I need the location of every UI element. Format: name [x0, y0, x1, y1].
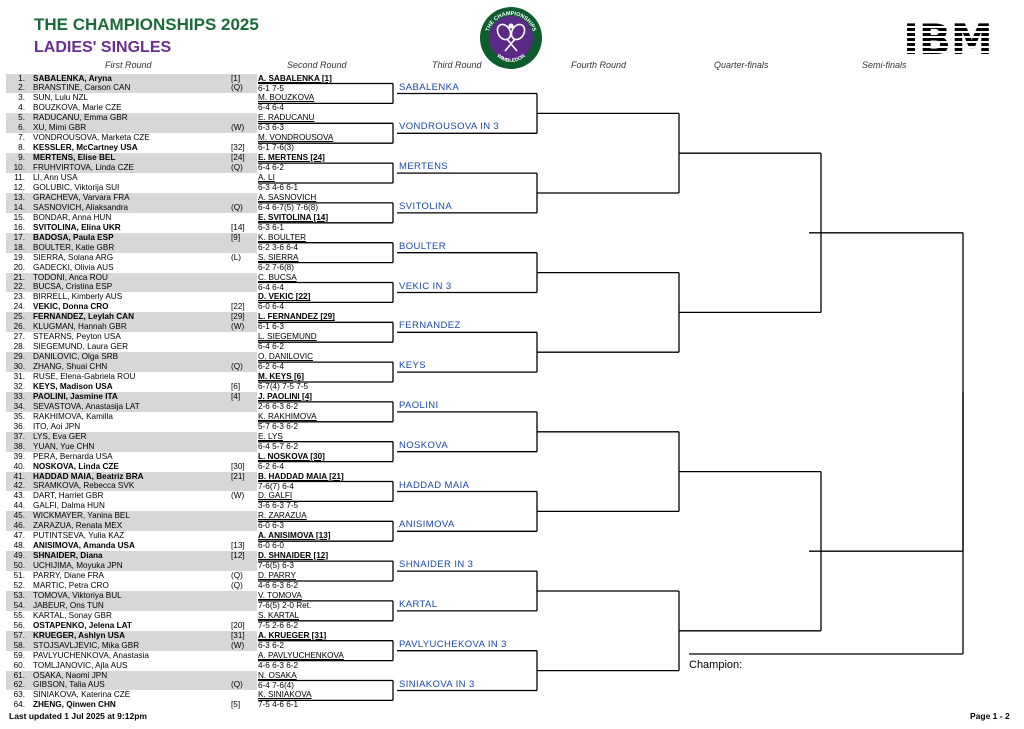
player-name: HADDAD MAIA, Beatriz BRA — [33, 471, 144, 481]
player-number: 18. — [13, 242, 25, 252]
player-number: 64. — [13, 700, 25, 710]
player-number: 15. — [13, 212, 25, 222]
match-winner: S. KARTAL — [258, 610, 300, 620]
match-winner: C. BUCSA — [258, 272, 297, 282]
player-name: NOSKOVA, Linda CZE — [33, 461, 119, 471]
player-name: STEARNS, Peyton USA — [33, 332, 121, 342]
player-number: 61. — [13, 670, 25, 680]
player-number: 5. — [18, 113, 25, 123]
match-winner: K. BOULTER — [258, 232, 307, 242]
player-name: PUTINTSEVA, Yulia KAZ — [33, 531, 125, 541]
player-number: 4. — [18, 103, 25, 113]
player-number: 31. — [13, 372, 25, 381]
player-number: 20. — [13, 262, 25, 272]
match-score: 6-0 6-4 — [258, 302, 284, 312]
player-name: BADOSA, Paula ESP — [33, 232, 114, 242]
player-number: 62. — [13, 680, 25, 690]
match-winner: E. MERTENS [24] — [258, 153, 325, 163]
match-winner: L. NOSKOVA [30] — [258, 451, 325, 461]
player-name: UCHIJIMA, Moyuka JPN — [33, 561, 123, 571]
match-winner: B. HADDAD MAIA [21] — [258, 471, 344, 481]
player-number: 6. — [18, 123, 25, 133]
match-winner: M. BOUZKOVA — [258, 93, 315, 103]
third-round-player: PAOLINI — [399, 399, 439, 411]
player-number: 42. — [13, 481, 25, 491]
match-score: 6-3 6-3 — [258, 123, 284, 133]
player-name: BUCSA, Cristina ESP — [33, 282, 113, 292]
match-winner: A. KRUEGER [31] — [258, 630, 327, 640]
player-name: VEKIC, Donna CRO — [33, 302, 109, 312]
player-name: KARTAL, Sonay GBR — [33, 610, 112, 620]
player-number: 12. — [13, 182, 25, 192]
player-number: 10. — [13, 163, 25, 173]
third-round-player: SHNAIDER IN 3 — [399, 559, 474, 571]
match-score: 6-2 6-4 — [258, 461, 284, 471]
player-name: RADUCANU, Emma GBR — [33, 113, 128, 123]
seed-label: (L) — [231, 252, 242, 262]
player-number: 44. — [13, 501, 25, 511]
seed-label: [1] — [231, 73, 241, 83]
player-number: 60. — [13, 660, 25, 670]
player-name: GADECKI, Olivia AUS — [33, 262, 114, 272]
match-score: 6-1 7-5 — [258, 83, 284, 93]
match-winner: A. LI — [258, 173, 275, 182]
match-score: 7-5 4-6 6-1 — [258, 700, 299, 710]
seed-label: (Q) — [231, 163, 243, 173]
player-number: 17. — [13, 232, 25, 242]
match-score: 4-6 6-3 6-2 — [258, 581, 299, 590]
player-number: 9. — [18, 153, 25, 163]
player-name: BOULTER, Katie GBR — [33, 242, 115, 252]
match-winner: J. PAOLINI [4] — [258, 391, 312, 401]
seed-label: (W) — [231, 322, 245, 332]
match-winner: E. RADUCANU — [258, 113, 315, 123]
seed-label: [9] — [231, 232, 241, 242]
round-header: First Round — [105, 60, 152, 70]
seed-label: [31] — [231, 630, 245, 640]
match-score: 3-6 6-3 7-5 — [258, 501, 299, 511]
round-header: Quarter-finals — [714, 60, 769, 70]
seed-label: [22] — [231, 302, 245, 312]
round-header: Fourth Round — [571, 60, 627, 70]
match-score: 6-2 7-6(8) — [258, 262, 294, 272]
seed-label: (Q) — [231, 680, 243, 690]
match-score: 6-7(4) 7-5 7-5 — [258, 382, 309, 391]
match-score: 6-2 6-4 — [258, 362, 284, 372]
player-number: 50. — [13, 561, 25, 571]
player-name: XU, Mimi GBR — [33, 123, 87, 133]
player-name: YUAN, Yue CHN — [33, 441, 95, 451]
seed-label: [21] — [231, 471, 245, 481]
match-score: 6-4 7-6(4) — [258, 680, 294, 690]
player-name: BRANSTINE, Carson CAN — [33, 83, 131, 93]
svg-text:THE CHAMPIONSHIPS: THE CHAMPIONSHIPS — [485, 10, 537, 33]
match-winner: A. SABALENKA [1] — [258, 73, 332, 83]
seed-label: (Q) — [231, 83, 243, 93]
player-number: 11. — [14, 173, 25, 182]
match-winner: M. KEYS [6] — [258, 372, 304, 381]
player-name: SIEGEMUND, Laura GER — [33, 342, 129, 352]
player-number: 35. — [13, 411, 25, 421]
player-name: DART, Harriet GBR — [33, 491, 104, 501]
third-round-player: SVITOLINA — [399, 200, 453, 212]
player-number: 57. — [13, 630, 25, 640]
match-winner: D. VEKIC [22] — [258, 292, 311, 302]
seed-label: [14] — [231, 222, 245, 232]
third-round-player: ANISIMOVA — [399, 519, 455, 531]
player-name: ZHENG, Qinwen CHN — [33, 700, 116, 710]
seed-label: [32] — [231, 143, 245, 153]
third-round-player: KEYS — [399, 360, 426, 372]
match-winner: D. PARRY — [258, 571, 296, 580]
player-number: 38. — [13, 441, 25, 451]
player-name: TOMOVA, Viktoriya BUL — [33, 590, 122, 600]
player-name: OSTAPENKO, Jelena LAT — [33, 620, 132, 630]
player-name: SUN, Lulu NZL — [33, 93, 89, 103]
player-number: 28. — [13, 342, 25, 352]
player-name: KESSLER, McCartney USA — [33, 143, 138, 153]
player-number: 43. — [13, 491, 25, 501]
player-number: 26. — [13, 322, 25, 332]
seed-label: [29] — [231, 312, 245, 322]
match-score: 6-3 6-2 — [258, 640, 284, 650]
seed-label: [13] — [231, 541, 245, 551]
seed-label: (W) — [231, 491, 245, 501]
match-winner: S. SIERRA — [258, 252, 299, 262]
match-score: 4-6 6-3 6-2 — [258, 660, 299, 670]
player-number: 59. — [13, 650, 25, 660]
player-name: RAKHIMOVA, Kamilla — [33, 411, 113, 421]
match-score: 6-0 6-3 — [258, 521, 284, 531]
match-winner: K. SINIAKOVA — [258, 690, 312, 700]
player-name: FERNANDEZ, Leylah CAN — [33, 312, 134, 322]
player-name: BOUZKOVA, Marie CZE — [33, 103, 122, 113]
player-name: MARTIC, Petra CRO — [33, 580, 109, 590]
player-number: 22. — [13, 282, 25, 292]
player-name: KEYS, Madison USA — [33, 381, 113, 391]
third-round-player: SINIAKOVA IN 3 — [399, 678, 475, 690]
player-name: LI, Ann USA — [33, 173, 78, 182]
player-name: PAOLINI, Jasmine ITA — [33, 391, 118, 401]
match-score: 6-2 3-6 6-4 — [258, 242, 299, 252]
player-number: 34. — [13, 401, 25, 411]
match-winner: M. VONDROUSOVA — [258, 133, 334, 143]
seed-label: [30] — [231, 461, 245, 471]
match-winner: L. FERNANDEZ [29] — [258, 312, 335, 322]
player-number: 21. — [13, 272, 25, 282]
seed-label: (Q) — [231, 580, 243, 590]
player-number: 23. — [13, 292, 25, 302]
match-score: 6-1 6-3 — [258, 322, 284, 332]
match-winner: E. LYS — [258, 431, 283, 441]
seed-label: [5] — [231, 700, 241, 710]
seed-label: [12] — [231, 551, 245, 561]
player-name: SVITOLINA, Elina UKR — [33, 222, 121, 232]
player-name: PARRY, Diane FRA — [33, 571, 104, 580]
player-number: 8. — [18, 143, 25, 153]
match-score: 6-1 7-6(3) — [258, 143, 294, 153]
round-header: Semi-finals — [862, 60, 907, 70]
seed-label: [4] — [231, 391, 241, 401]
player-name: BONDAR, Anna HUN — [33, 212, 112, 222]
player-name: JABEUR, Ons TUN — [33, 600, 104, 610]
player-number: 51. — [13, 571, 25, 580]
third-round-player: KARTAL — [399, 598, 438, 610]
player-name: LYS, Eva GER — [33, 431, 87, 441]
player-number: 2. — [18, 83, 25, 93]
player-number: 36. — [13, 421, 25, 431]
match-score: 6-4 6-7(5) 7-6(8) — [258, 202, 319, 212]
match-score: 6-4 6-4 — [258, 103, 284, 113]
player-name: SINIAKOVA, Katerina CZE — [33, 690, 131, 700]
seed-label: [20] — [231, 620, 245, 630]
player-name: VONDROUSOVA, Marketa CZE — [33, 133, 150, 143]
seed-label: [6] — [231, 381, 241, 391]
player-name: STOJSAVLJEVIC, Mika GBR — [33, 640, 140, 650]
match-winner: A. PAVLYUCHENKOVA — [258, 650, 344, 660]
player-number: 55. — [13, 610, 25, 620]
player-name: SIERRA, Solana ARG — [33, 252, 114, 262]
player-number: 40. — [13, 461, 25, 471]
third-round-player: SABALENKA — [399, 81, 460, 93]
seed-label: (W) — [231, 640, 245, 650]
seed-label: [24] — [231, 153, 245, 163]
player-number: 49. — [13, 551, 25, 561]
last-updated: Last updated 1 Jul 2025 at 9:12pm — [9, 711, 147, 721]
player-number: 39. — [13, 451, 25, 461]
match-winner: D. SHNAIDER [12] — [258, 551, 329, 561]
player-name: ZHANG, Shuai CHN — [33, 362, 108, 372]
player-number: 56. — [13, 620, 25, 630]
player-name: SEVASTOVA, Anastasija LAT — [33, 401, 140, 411]
player-number: 53. — [13, 590, 25, 600]
player-number: 37. — [13, 431, 25, 441]
seed-label: (W) — [231, 123, 245, 133]
player-number: 3. — [18, 93, 25, 103]
player-number: 30. — [13, 362, 25, 372]
player-number: 29. — [13, 352, 25, 362]
player-number: 27. — [13, 332, 25, 342]
player-name: BIRRELL, Kimberly AUS — [33, 292, 123, 302]
player-name: ZARAZUA, Renata MEX — [33, 521, 123, 531]
page-number: Page 1 - 2 — [970, 711, 1010, 721]
third-round-player: MERTENS — [399, 161, 449, 173]
player-number: 16. — [13, 222, 25, 232]
third-round-player: PAVLYUCHEKOVA IN 3 — [399, 638, 507, 650]
player-number: 7. — [18, 133, 25, 143]
match-winner: K. RAKHIMOVA — [258, 411, 317, 421]
player-number: 54. — [13, 600, 25, 610]
third-round-player: VONDROUSOVA IN 3 — [399, 121, 500, 133]
player-name: PAVLYUCHENKOVA, Anastasia — [33, 650, 149, 660]
match-winner: R. ZARAZUA — [258, 511, 307, 521]
player-name: GALFI, Dalma HUN — [33, 501, 105, 511]
player-number: 14. — [13, 202, 25, 212]
third-round-player: FERNANDEZ — [399, 320, 461, 332]
match-winner: A. SASNOVICH — [258, 192, 317, 202]
match-score: 5-7 6-3 6-2 — [258, 421, 299, 431]
player-number: 63. — [13, 690, 25, 700]
champion-label: Champion: — [689, 659, 743, 671]
player-name: PERA, Bernarda USA — [33, 451, 113, 461]
player-number: 33. — [13, 391, 25, 401]
player-name: SABALENKA, Aryna — [33, 73, 112, 83]
player-number: 46. — [13, 521, 25, 531]
third-round-player: HADDAD MAIA — [399, 479, 470, 491]
match-score: 2-6 6-3 6-2 — [258, 401, 299, 411]
player-name: DANILOVIC, Olga SRB — [33, 352, 119, 362]
player-number: 58. — [13, 640, 25, 650]
player-number: 1. — [18, 73, 25, 83]
player-number: 24. — [13, 302, 25, 312]
player-number: 41. — [13, 471, 25, 481]
player-name: FRUHVIRTOVA, Linda CZE — [33, 163, 135, 173]
player-name: GIBSON, Talia AUS — [33, 680, 105, 690]
player-number: 19. — [13, 252, 25, 262]
seed-label: (Q) — [231, 571, 243, 580]
seed-label: (Q) — [231, 362, 243, 372]
player-name: TODONI, Anca ROU — [33, 272, 108, 282]
match-score: 6-3 4-6 6-1 — [258, 183, 299, 192]
player-number: 48. — [13, 541, 25, 551]
event-subtitle: LADIES' SINGLES — [34, 39, 172, 56]
match-winner: O. DANILOVIC — [258, 352, 314, 362]
match-winner: A. ANISIMOVA [13] — [258, 531, 331, 541]
player-name: WICKMAYER, Yanina BEL — [33, 511, 130, 521]
player-number: 52. — [13, 580, 25, 590]
match-score: 7-5 2-6 6-2 — [258, 620, 299, 630]
player-name: KLUGMAN, Hannah GBR — [33, 322, 127, 332]
seed-label: (Q) — [231, 202, 243, 212]
match-score: 6-4 6-4 — [258, 282, 284, 292]
player-number: 13. — [13, 192, 25, 202]
player-name: RUSE, Elena-Gabriela ROU — [33, 372, 136, 381]
match-winner: D. GALFI — [258, 491, 293, 501]
match-winner: L. SIEGEMUND — [258, 332, 317, 342]
match-score: 6-4 6-2 — [258, 163, 284, 173]
match-winner: V. TOMOVA — [258, 590, 302, 600]
match-score: 6-3 6-1 — [258, 222, 284, 232]
player-name: TOMLJANOVIC, Ajla AUS — [33, 660, 128, 670]
match-score: 6-0 6-0 — [258, 541, 284, 551]
player-name: OSAKA, Naomi JPN — [33, 670, 108, 680]
match-winner: N. OSAKA — [258, 670, 297, 680]
player-number: 47. — [13, 531, 25, 541]
round-header: Third Round — [432, 60, 482, 70]
match-winner: E. SVITOLINA [14] — [258, 212, 329, 222]
third-round-player: NOSKOVA — [399, 439, 449, 451]
player-name: ITO, Aoi JPN — [33, 421, 81, 431]
match-score: 6-4 6-2 — [258, 342, 284, 352]
player-name: SHNAIDER, Diana — [33, 551, 103, 561]
player-name: MERTENS, Elise BEL — [33, 153, 116, 163]
player-name: KRUEGER, Ashlyn USA — [33, 630, 126, 640]
player-name: SASNOVICH, Aliaksandra — [33, 202, 129, 212]
match-score: 7-6(7) 6-4 — [258, 481, 294, 491]
player-name: SRAMKOVA, Rebecca SVK — [33, 481, 135, 491]
round-header: Second Round — [287, 60, 347, 70]
third-round-player: VEKIC IN 3 — [399, 280, 452, 292]
player-number: 25. — [13, 312, 25, 322]
match-score: 7-6(5) 2-0 Ret. — [258, 600, 312, 610]
player-name: GRACHEVA, Varvara FRA — [33, 192, 130, 202]
match-score: 6-4 5-7 6-2 — [258, 441, 299, 451]
player-name: ANISIMOVA, Amanda USA — [33, 541, 135, 551]
player-number: 45. — [13, 511, 25, 521]
player-name: GOLUBIC, Viktorija SUI — [33, 182, 120, 192]
svg-text:WIMBLEDON: WIMBLEDON — [495, 53, 527, 65]
page-title: THE CHAMPIONSHIPS 2025 — [34, 15, 259, 34]
match-score: 7-6(5) 6-3 — [258, 561, 294, 571]
player-number: 32. — [13, 381, 25, 391]
third-round-player: BOULTER — [399, 240, 446, 252]
